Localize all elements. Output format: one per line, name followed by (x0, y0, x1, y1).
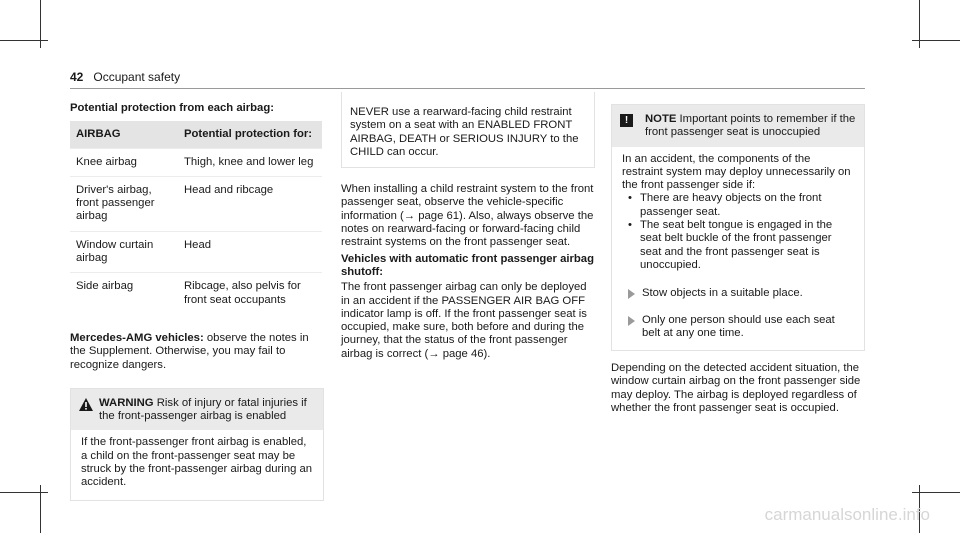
table-cell: Thigh, knee and lower leg (178, 148, 322, 176)
crop-mark (912, 40, 960, 41)
note-box (611, 104, 865, 351)
amg-paragraph (70, 332, 324, 372)
page-header (70, 70, 180, 84)
section-title: Occupant safety (93, 70, 181, 84)
column-header: AIRBAG (70, 121, 178, 148)
warning-body: If the front-passenger front airbag is enabled, a child on the front-passenger seat may be struck by the front-passenger airbag during an accident. (81, 436, 313, 489)
table-header-row (70, 121, 322, 148)
table-cell: Side airbag (70, 273, 178, 314)
table-cell: Window curtain airbag (70, 231, 178, 273)
step-text: Stow objects in a suitable place. (642, 287, 803, 300)
warning-title: Risk of injury or fatal injuries if the front-passenger airbag is enabled (99, 396, 307, 423)
table-cell: Head and ribcage (178, 176, 322, 231)
column-3 (611, 104, 865, 415)
table-heading: Potential protection from each airbag: (70, 102, 275, 114)
warning-label: WARNING (99, 396, 154, 409)
paragraph: When installing a child restraint system to the front passenger seat, observe the vehicle-specific information (→ page 61). Also, always observe the notes on rearward-facing or forward-facing child restraint systems on the front passenger seat. (341, 183, 594, 249)
crop-mark (0, 40, 48, 41)
instruction-step (622, 314, 854, 341)
table-cell: Driver's airbag, front passenger airbag (70, 176, 178, 231)
column-header: Potential protection for: (178, 121, 322, 148)
exclamation-icon: ! (620, 114, 633, 127)
column-1 (70, 102, 324, 501)
note-label: NOTE (645, 113, 677, 125)
warning-header (71, 389, 323, 431)
airbag-protection-table (70, 121, 322, 314)
note-header (612, 105, 864, 147)
warning-box (70, 388, 324, 501)
play-arrow-icon (628, 289, 635, 299)
paragraph: Depending on the detected accident situation, the window curtain airbag on the front passenger side may deploy. The airbag is deployed regardless of whether the front passenger seat is occupied. (611, 362, 861, 415)
table-cell: Head (178, 231, 322, 273)
note-bullets (622, 192, 854, 272)
watermark: carmanualsonline.info (764, 505, 930, 524)
instruction-step (622, 287, 854, 300)
table-row (70, 273, 322, 314)
table-row (70, 148, 322, 176)
amg-text: observe the notes in the Supplement. Otherwise, you may fail to recognize dangers. (70, 331, 309, 371)
table-cell: Knee airbag (70, 148, 178, 176)
column-2 (341, 92, 595, 361)
crop-mark (0, 492, 48, 493)
header-rule (70, 88, 865, 89)
list-item: • There are heavy objects on the front passenger seat. (622, 192, 854, 219)
paragraph: The front passenger airbag can only be deployed in an accident if the PASSENGER AIR BAG OFF indicator lamp is off. If the front passenger seat is occupied, make sure, both before and during the journey, that the status of the front passenger airbag is correct (→ page 46). (341, 281, 587, 360)
crop-mark (912, 492, 960, 493)
warning-triangle-icon (79, 398, 93, 411)
step-text: Only one person should use each seat belt at any one time. (642, 313, 835, 339)
table-row (70, 176, 322, 231)
warning-box-continued (341, 92, 595, 168)
amg-label: Mercedes-AMG vehicles: (70, 331, 204, 344)
section-heading: Vehicles with automatic front passenger airbag shutoff: (341, 252, 594, 278)
table-cell: Ribcage, also pelvis for front seat occupants (178, 273, 322, 314)
note-title: Important points to remember if the front passenger seat is unoccupied (645, 113, 856, 139)
warning-continued-text: NEVER use a rearward-facing child restraint system on a seat with an ENABLED FRONT AIRBAG, DEATH or SERIOUS INJURY to the CHILD can occur. (350, 106, 579, 158)
note-intro: In an accident, the components of the restraint system may deploy unnecessarily on the front passenger side if: (622, 152, 851, 192)
page-number: 42 (70, 70, 84, 84)
note-body (612, 147, 864, 351)
table-row (70, 231, 322, 273)
list-item: • The seat belt tongue is engaged in the seat belt buckle of the front passenger seat and the front passenger seat is unoccupied. (622, 219, 854, 272)
play-arrow-icon (628, 316, 635, 326)
